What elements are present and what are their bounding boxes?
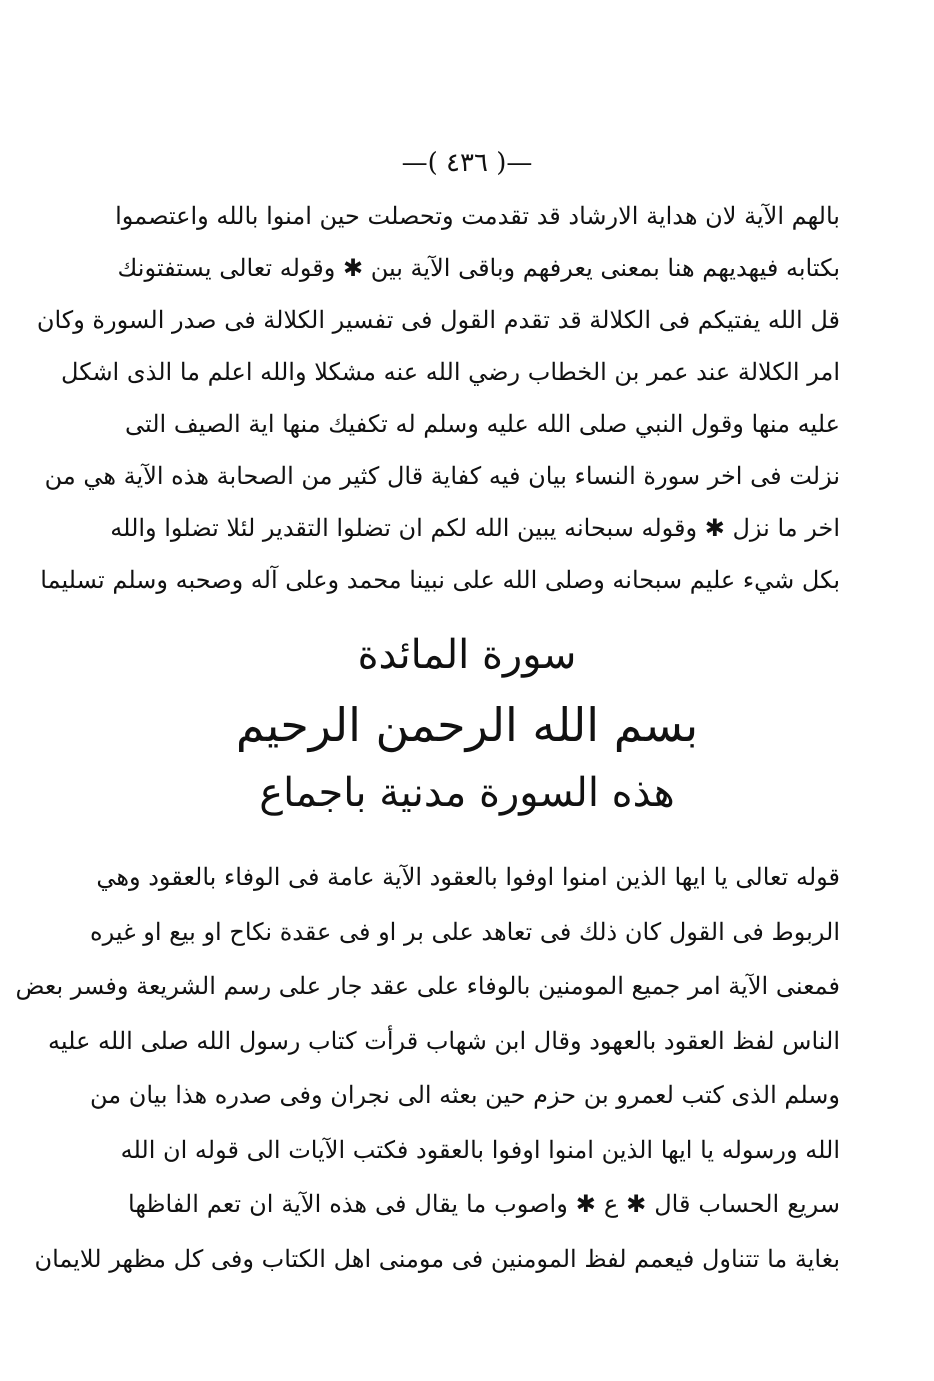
basmala: بسم الله الرحمن الرحيم — [235, 698, 699, 752]
text-line: الناس لفظ العقود بالعهود وقال ابن شهاب قرأت كتاب رسول الله صلى الله عليه — [48, 1026, 840, 1055]
paragraph-top — [36, 190, 840, 606]
text-line: عليه منها وقول النبي صلى الله عليه وسلم له تكفيك منها اية الصيف التى — [124, 410, 840, 438]
text-line: فمعنى الآية امر جميع المومنين بالوفاء على عقد جار على رسم الشريعة وفسر بعض — [15, 972, 840, 1000]
text-line: الله ورسوله يا ايها الذين امنوا اوفوا بالعقود فكتب الآيات الى قوله ان الله — [120, 1135, 840, 1164]
text-line: بكل شيء عليم سبحانه وصلى الله على نبينا محمد وعلى آله وصحبه وسلم تسليما — [40, 566, 840, 594]
text-line: قوله تعالى يا ايها الذين امنوا اوفوا بالعقود الآية عامة فى الوفاء بالعقود وهي — [96, 863, 840, 891]
text-line: سريع الحساب قال ✱ ع ✱ واصوب ما يقال فى هذه الآية ان تعم الفاظها — [128, 1190, 840, 1218]
page-number: —( ٤٣٦ )— — [401, 148, 533, 178]
text-line: بغاية ما تتناول فيعمم لفظ المومنين فى مومنى اهل الكتاب وفى كل مظهر للايمان — [34, 1244, 840, 1273]
text-line: الربوط فى القول كان ذلك فى تعاهد على بر او فى عقدة نكاح او بيع او غيره — [90, 917, 840, 946]
paragraph-bottom — [15, 850, 840, 1286]
text-line: قل الله يفتيكم فى الكلالة قد تقدم القول فى تفسير الكلالة فى صدر السورة وكان — [36, 306, 840, 334]
text-line: وسلم الذى كتب لعمرو بن حزم حين بعثه الى نجران وفى صدره هذا بيان من — [89, 1081, 840, 1109]
text-line: بكتابه فيهديهم هنا بمعنى يعرفهم وباقى الآية بين ✱ وقوله تعالى يستفتونك — [117, 254, 840, 282]
text-line: امر الكلالة عند عمر بن الخطاب رضي الله عنه مشكلا والله اعلم ما الذى اشكل — [61, 358, 840, 386]
surah-title: سورة المائدة — [357, 632, 577, 678]
text-line: نزلت فى اخر سورة النساء بيان فيه كفاية قال كثير من الصحابة هذه الآية هي من — [44, 462, 840, 490]
text-line: بالهم الآية لان هداية الارشاد قد تقدمت وتحصلت حين امنوا بالله واعتصموا — [115, 202, 840, 230]
text-line: اخر ما نزل ✱ وقوله سبحانه يبين الله لكم ان تضلوا التقدير لئلا تضلوا والله — [110, 514, 840, 542]
surah-subtitle: هذه السورة مدنية باجماع — [259, 770, 675, 816]
